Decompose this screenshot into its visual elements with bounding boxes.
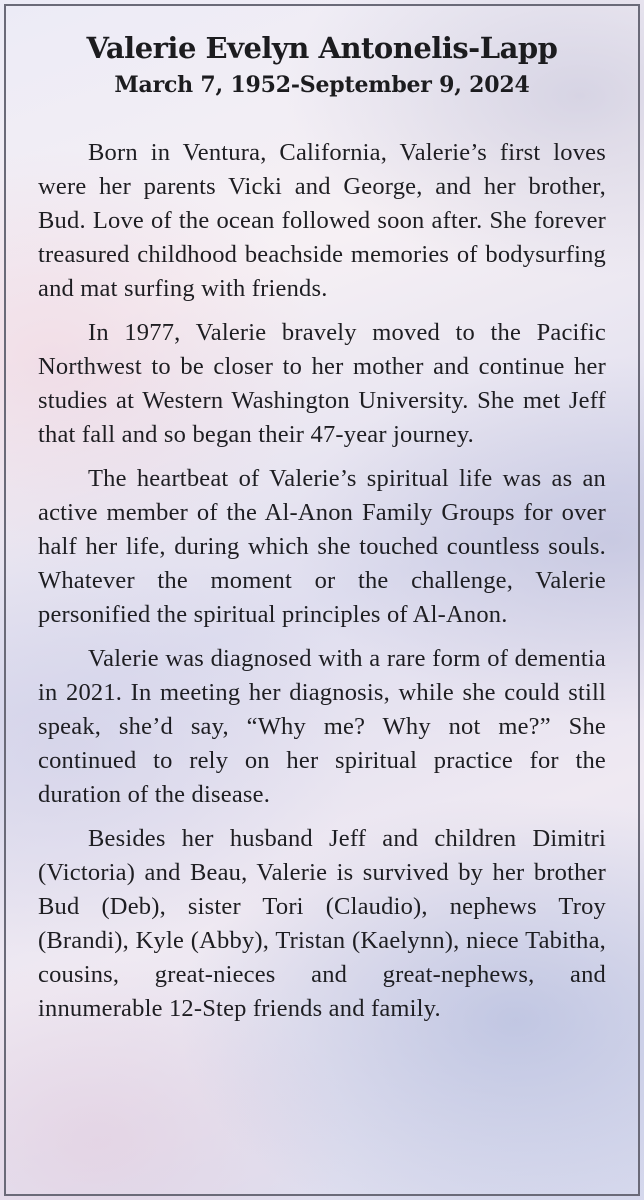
life-dates: March 7, 1952-September 9, 2024 [114,72,530,98]
paragraph-diagnosis: Valerie was diagnosed with a rare form of dementia in 2021. In meeting her diagnosis, while she could still speak, she’d say, “Why me? Why not me?” She continued to rely on her spiritual practice for the duration of the disease. [38,645,606,808]
deceased-name: Valerie Evelyn Antonelis-Lapp [86,31,558,65]
paragraph-move: In 1977, Valerie bravely moved to the Pacific Northwest to be closer to her mother and continue her studies at Western Washington University. She met Jeff that fall and so began their 47-year journey. [38,319,606,448]
notice-header [0,28,644,102]
obituary-body [38,136,606,1036]
paragraph-survivors: Besides her husband Jeff and children Dimitri (Victoria) and Beau, Valerie is survived by her brother Bud (Deb), sister Tori (Claudio), nephews Troy (Brandi), Kyle (Abby), Tristan (Kaelynn), niece Tabitha, cousins, great-nieces and great-nephews, and innumerable 12-Step friends and family. [38,825,606,1022]
paragraph-birth: Born in Ventura, California, Valerie’s first loves were her parents Vicki and George, and her brother, Bud. Love of the ocean followed soon after. She forever treasured childhood beachside memories of bodysurfing and mat surfing with friends. [38,139,606,302]
paragraph-spiritual-life: The heartbeat of Valerie’s spiritual life was as an active member of the Al-Anon Family Groups for over half her life, during which she touched countless souls. Whatever the moment or the challenge, Valerie personified the spiritual principles of Al-Anon. [38,465,606,628]
